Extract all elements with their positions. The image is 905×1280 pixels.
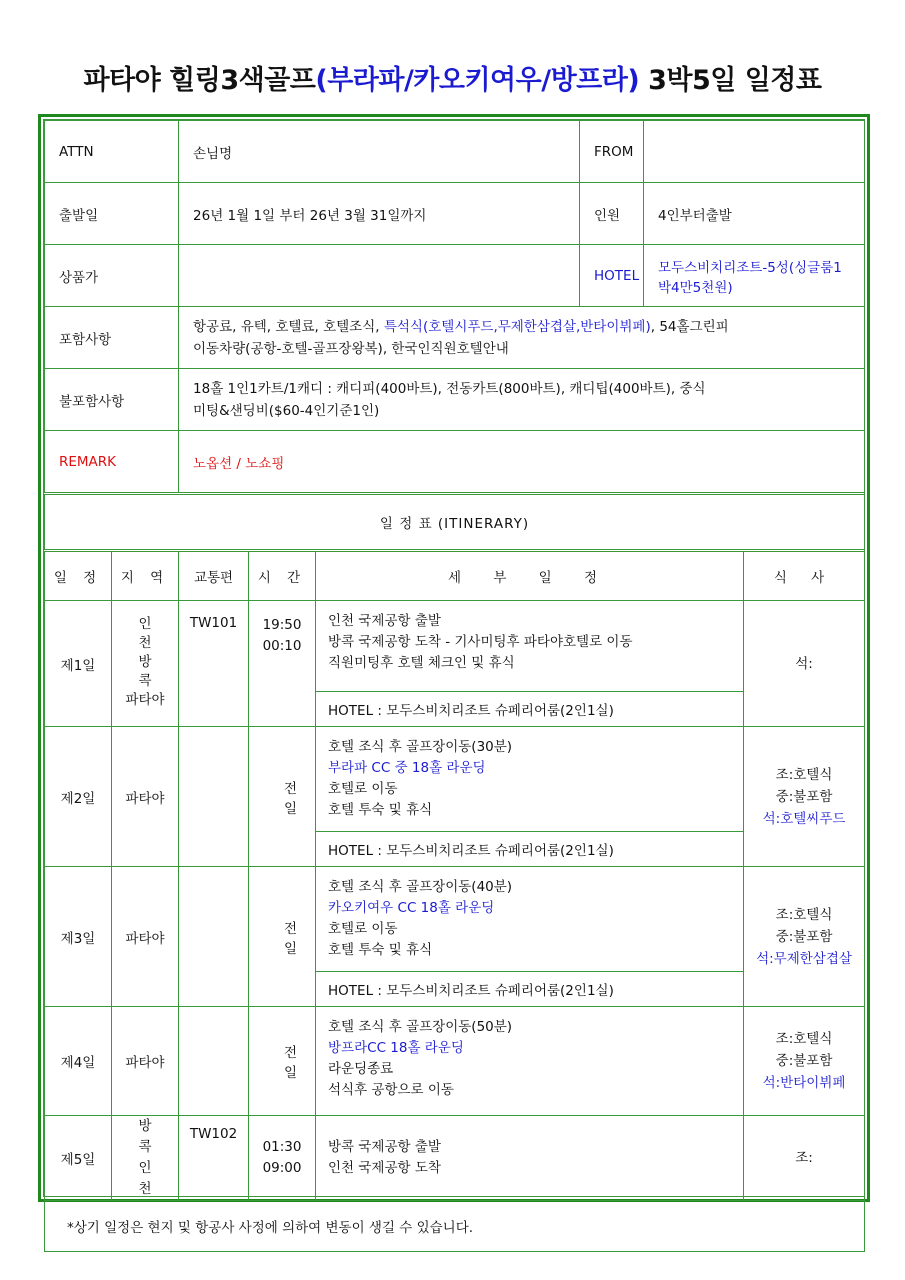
transport-cell (179, 727, 249, 867)
hotel-line: HOTEL : 모두스비치리조트 슈페리어룸(2인1실) (316, 692, 744, 727)
row-price (45, 245, 865, 307)
meal-lunch: 중:불포함 (775, 928, 833, 945)
row-attn (45, 121, 865, 183)
meals-cell (744, 867, 865, 1007)
hotel-line: HOTEL : 모두스비치리조트 슈페리어룸(2인1실) (316, 972, 744, 1007)
meals-cell (744, 1007, 865, 1116)
meal-dinner: 석:호텔씨푸드 (762, 810, 846, 827)
excluded-line-2: 미팅&샌딩비($60-4인기준1인) (193, 402, 380, 419)
note-row (45, 1201, 865, 1252)
region-line: 방 콕 (138, 1118, 160, 1155)
row-departure (45, 183, 865, 245)
day-label: 제5일 (45, 1116, 112, 1201)
meal-dinner: 석:무제한삼겹살 (756, 950, 852, 967)
pax-value: 4인부터출발 (644, 183, 865, 245)
meal-breakfast: 조:호텔식 (775, 906, 833, 923)
day-label: 제3일 (45, 867, 112, 1007)
detail-line: 호텔로 이동 (328, 921, 398, 937)
header-details: 세 부 일 정 (316, 551, 744, 601)
day-row-3 (45, 867, 865, 972)
row-excluded (45, 369, 865, 431)
row-remark (45, 431, 865, 494)
day-label: 제2일 (45, 727, 112, 867)
detail-line: 인천 국제공항 도착 (328, 1160, 441, 1176)
region-line: 인 천 (138, 1160, 160, 1197)
transport-cell: TW102 (179, 1116, 249, 1201)
detail-line: 방콕 국제공항 도착 - 기사미팅후 파타야호텔로 이동 (328, 634, 633, 650)
day-row-2 (45, 727, 865, 832)
transport-cell (179, 867, 249, 1007)
itinerary-header (45, 551, 865, 601)
time-line: 19:50 (262, 617, 302, 633)
detail-line: 호텔 조식 후 골프장이동(50분) (328, 1019, 513, 1035)
from-value (644, 121, 865, 183)
header-time: 시 간 (249, 551, 316, 601)
region-cell (112, 601, 179, 727)
detail-line-golf: 방프라CC 18홀 라운딩 (328, 1040, 464, 1056)
meal-breakfast: 조:호텔식 (775, 1031, 833, 1047)
departure-label: 출발일 (45, 183, 179, 245)
header-meals: 식 사 (744, 551, 865, 601)
price-label: 상품가 (45, 245, 179, 307)
excluded-line-1: 18홀 1인1카트/1캐디 : 캐디피(400바트), 전동카트(800바트), 캐디팁(400바트), 중식 (193, 380, 706, 397)
details-cell (316, 601, 744, 692)
meal-breakfast: 조: (795, 1150, 813, 1166)
time-line: 01:30 (262, 1139, 302, 1155)
remark-value: 노옵션 / 노쇼핑 (179, 431, 865, 494)
meal-dinner: 석: (795, 655, 813, 672)
remark-label: REMARK (45, 431, 179, 494)
price-value (179, 245, 580, 307)
detail-line: 호텔 조식 후 골프장이동(30분) (328, 739, 513, 755)
day-row-4 (45, 1007, 865, 1116)
hotel-value: 모두스비치리조트-5성(싱글룸1박4만5천원) (644, 245, 865, 307)
hotel-line: HOTEL : 모두스비치리조트 슈페리어룸(2인1실) (316, 832, 744, 867)
detail-line-golf: 카오키여우 CC 18홀 라운딩 (328, 900, 495, 916)
meal-breakfast: 조:호텔식 (775, 766, 833, 783)
row-included (45, 307, 865, 369)
detail-line: 호텔 투숙 및 휴식 (328, 802, 433, 818)
transport-cell (179, 1007, 249, 1116)
attn-label: ATTN (45, 121, 179, 183)
header-transport: 교통편 (179, 551, 249, 601)
detail-line: 직원미팅후 호텔 체크인 및 휴식 (328, 655, 515, 671)
from-label: FROM (580, 121, 644, 183)
document-frame (38, 114, 870, 1236)
attn-value: 손님명 (179, 121, 580, 183)
day-row-1 (45, 601, 865, 692)
meal-lunch: 중:불포함 (775, 1053, 833, 1069)
detail-line: 석식후 공항으로 이동 (328, 1082, 454, 1098)
detail-line: 라운딩종료 (328, 1061, 394, 1077)
region-line: 파타야 (125, 692, 165, 708)
hotel-label: HOTEL (580, 245, 644, 307)
meals-cell (744, 601, 865, 727)
title-duration: 3박5일 일정표 (639, 65, 822, 96)
details-cell (316, 867, 744, 972)
meals-cell (744, 727, 865, 867)
page-title (0, 58, 905, 97)
details-cell (316, 1116, 744, 1201)
detail-line: 호텔로 이동 (328, 781, 398, 797)
time-cell (249, 601, 316, 727)
included-value (179, 307, 865, 369)
time-line: 09:00 (262, 1160, 302, 1176)
region-cell: 파타야 (112, 1007, 179, 1116)
region-cell (112, 1116, 179, 1201)
header-day: 일 정 (45, 551, 112, 601)
included-greenfee: , 54홀그린피 (650, 318, 729, 335)
title-main: 파타야 힐링3색골프 (83, 65, 316, 96)
time-cell: 전 일 (249, 867, 316, 1007)
departure-value: 26년 1월 1일 부터 26년 3월 31일까지 (179, 183, 580, 245)
region-line: 인 천 (138, 616, 160, 651)
title-courses: (부라파/카오키여우/방프라) (315, 65, 640, 96)
included-transport: 이동차량(공항-호텔-골프장왕복), 한국인직원호텔안내 (193, 340, 509, 357)
detail-line-golf: 부라파 CC 중 18홀 라운딩 (328, 760, 486, 776)
schedule-change-note: *상기 일정은 현지 및 항공사 사정에 의하여 변동이 생길 수 있습니다. (45, 1201, 865, 1252)
detail-line: 인천 국제공항 출발 (328, 613, 441, 629)
transport-cell: TW101 (179, 601, 249, 727)
day-row-5 (45, 1116, 865, 1201)
itinerary-title: 일 정 표 (ITINERARY) (45, 494, 865, 551)
header-region: 지 역 (112, 551, 179, 601)
meals-cell (744, 1116, 865, 1201)
time-cell (249, 1116, 316, 1201)
day-label: 제4일 (45, 1007, 112, 1116)
itinerary-table (44, 120, 865, 1252)
itinerary-title-row (45, 494, 865, 551)
meal-dinner: 석:반타이뷔페 (762, 1075, 846, 1091)
region-cell: 파타야 (112, 867, 179, 1007)
excluded-value (179, 369, 865, 431)
region-line: 방 콕 (138, 654, 160, 689)
excluded-label: 불포함사항 (45, 369, 179, 431)
included-label: 포함사항 (45, 307, 179, 369)
details-cell (316, 1007, 744, 1116)
included-basic: 항공료, 유텍, 호텔료, 호텔조식, (193, 318, 384, 335)
time-cell: 전 일 (249, 1007, 316, 1116)
time-line: 00:10 (262, 638, 302, 654)
time-cell: 전 일 (249, 727, 316, 867)
detail-line: 방콕 국제공항 출발 (328, 1139, 441, 1155)
pax-label: 인원 (580, 183, 644, 245)
day-label: 제1일 (45, 601, 112, 727)
region-cell: 파타야 (112, 727, 179, 867)
detail-line: 호텔 투숙 및 휴식 (328, 942, 433, 958)
detail-line: 호텔 조식 후 골프장이동(40분) (328, 879, 513, 895)
included-special-meals: 특석식(호텔시푸드,무제한삼겹살,반타이뷔페) (383, 318, 651, 335)
details-cell (316, 727, 744, 832)
meal-lunch: 중:불포함 (775, 788, 833, 805)
